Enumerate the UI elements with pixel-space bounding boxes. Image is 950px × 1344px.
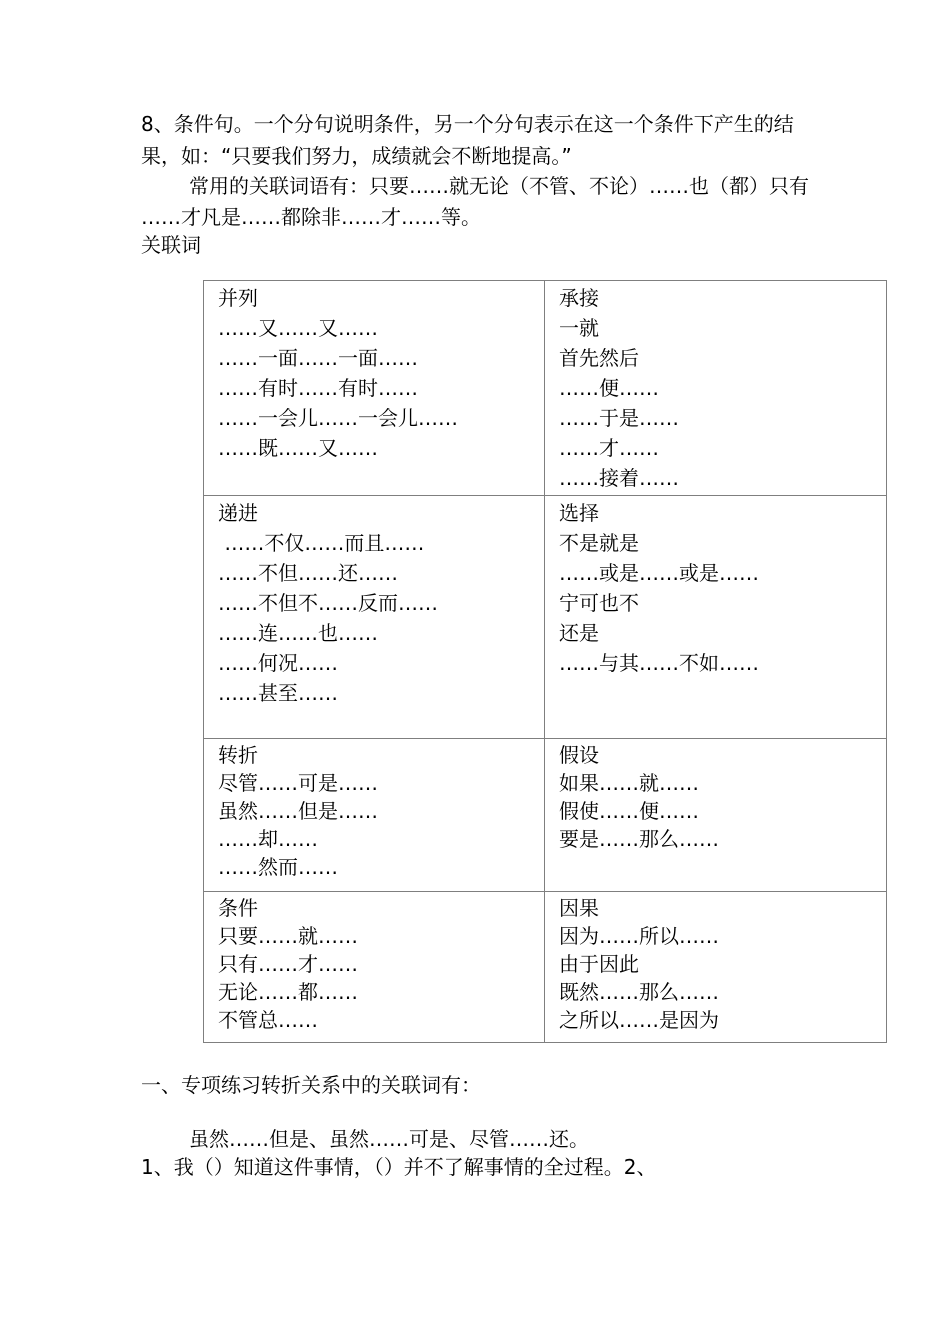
conjunction-item: ……又……又…… [218,316,378,340]
conjunction-item: ……于是…… [559,406,679,430]
conjunction-item: ……一面……一面…… [218,346,418,370]
conjunction-item: 之所以……是因为 [559,1008,719,1032]
category-title: 并列 [218,286,258,310]
exercise-heading: 一、专项练习转折关系中的关联词有： [141,1073,481,1097]
conjunction-item: 无论……都…… [218,980,358,1004]
table-cell [204,892,545,1043]
conjunction-item: 如果……就…… [559,771,699,795]
intro-line-1: 8、条件句。一个分句说明条件，另一个分句表示在这一个条件下产生的结 [141,112,794,136]
category-title: 承接 [559,286,599,310]
conjunction-item: ……或是……或是…… [559,561,759,585]
conjunction-item: ……却…… [218,827,318,851]
conjunction-item: 要是……那么…… [559,827,719,851]
category-title: 因果 [559,896,599,920]
conjunction-item: ……一会儿……一会儿…… [218,406,458,430]
table-cell [545,892,887,1043]
conjunction-item: 尽管……可是…… [218,771,378,795]
conjunction-item: ……不但不……反而…… [218,591,438,615]
intro-line-4: ……才凡是……都除非……才……等。 [141,205,481,229]
conjunction-item: ……与其……不如…… [559,651,759,675]
conjunction-item: ……甚至…… [218,681,338,705]
conjunction-item: ……才…… [559,436,659,460]
conjunction-item: 假使……便…… [559,799,699,823]
conjunction-item: 由于因此 [559,952,639,976]
conjunction-item: ……何况…… [218,651,338,675]
conjunction-item: 首先然后 [559,346,639,370]
conjunction-item: 因为……所以…… [559,924,719,948]
table-cell [204,739,545,892]
exercise-words: 虽然……但是、虽然……可是、尽管……还。 [189,1127,589,1151]
conjunction-item: ……有时……有时…… [218,376,418,400]
conjunction-item: ……不但……还…… [218,561,398,585]
conjunction-item: 不是就是 [559,531,639,555]
conjunction-item: 不管总…… [218,1008,318,1032]
intro-line-2: 果，如：“只要我们努力，成绩就会不断地提高。” [141,144,572,168]
table-cell [545,739,887,892]
conjunction-item: 只有……才…… [218,952,358,976]
table-row [204,892,887,1043]
conjunction-item: ……接着…… [559,466,679,490]
conjunction-item: 虽然……但是…… [218,799,378,823]
table-cell [545,496,887,739]
conjunction-item: ……然而…… [218,855,338,879]
conjunction-item: 一就 [559,316,599,340]
conjunction-table [203,280,887,1043]
conjunction-item: 既然……那么…… [559,980,719,1004]
table-row [204,281,887,496]
exercise-question-1: 1、我（）知道这件事情，（）并不了解事情的全过程。2、 [141,1155,657,1179]
table-row [204,496,887,739]
conjunction-item: 宁可也不 [559,591,639,615]
category-title: 条件 [218,896,258,920]
conjunction-item: ……不仅……而且…… [218,531,425,555]
category-title: 假设 [559,743,599,767]
conjunction-item: 只要……就…… [218,924,358,948]
conjunction-item: ……连……也…… [218,621,378,645]
conjunction-item: ……既……又…… [218,436,378,460]
category-title: 选择 [559,501,599,525]
table-row [204,739,887,892]
category-title: 转折 [218,743,258,767]
conjunction-item: ……便…… [559,376,659,400]
table-cell [204,496,545,739]
conjunction-item: 还是 [559,621,599,645]
category-title: 递进 [218,501,258,525]
section-heading: 关联词 [141,233,201,257]
intro-line-3: 常用的关联词语有：只要……就无论（不管、不论）……也（都）只有 [189,174,809,198]
table-cell [545,281,887,496]
table-cell [204,281,545,496]
